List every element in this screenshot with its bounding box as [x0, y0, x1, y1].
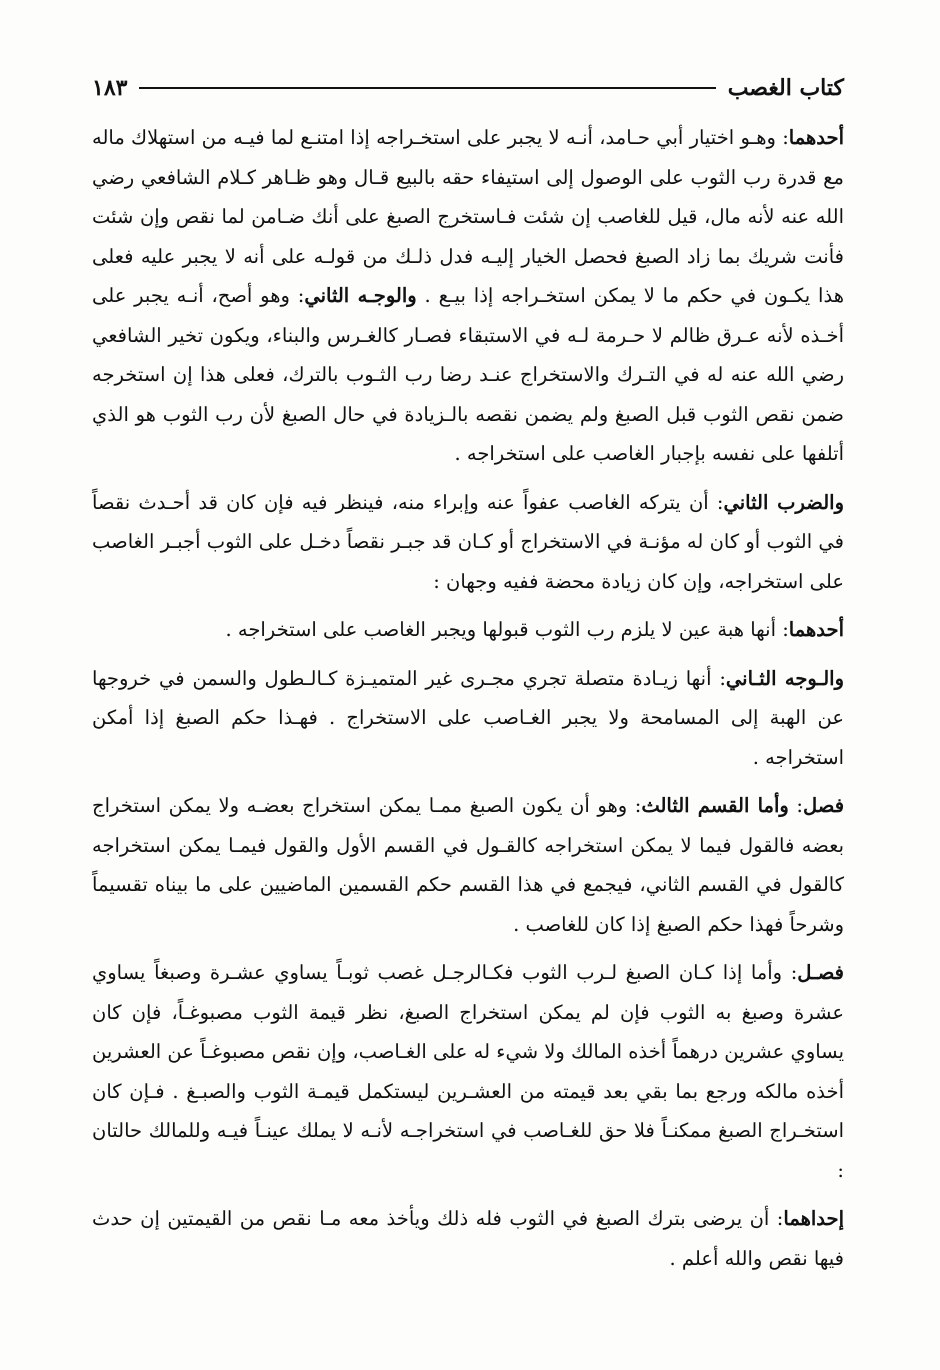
paragraph-5	[92, 786, 844, 944]
paragraph-text: : أن يتركه الغاصب عفواً عنه وإبراء منه، فينظر فيه فإن كان قد أحـدث نقصاً في الثوب أو كان له مؤنـة في الاستخراج أو كـان قد جبـر نقصاً دخـل على الثوب أجبـر الغاصب على استخراجه، وإن كان زيادة محضة ففيه وجهان :	[92, 490, 844, 593]
paragraph-lead: والوجـه الثاني	[304, 284, 417, 307]
paragraph-text: : وأما إذا كـان الصبغ لـرب الثوب فكـالرجـل غصب ثوبـاً يساوي عشـرة وصبغاً يساوي عشرة وصبغ به الثوب فإن لم يمكن استخراج الصبغ، نظر قيمة الثوب مصبوغـاً، فإن كان يساوي عشرين درهماً أخذه المالك ولا شيء له على الغـاصب، وإن نقص مصبوغـاً عن العشرين أخذه مالكه ورجع بما بقي بعد قيمته من العشـرين ليستكمل قيمـة الثوب والصبـغ . فـإن كان استخـراج الصبغ ممكنـاً فلا حق للغـاصب في استخراجـه لأنـه لا يملك عينـاً فيـه وللمالك حالتان :	[92, 961, 844, 1182]
paragraph-7	[92, 1199, 844, 1278]
paragraph-text: : وهـو اختيار أبي حـامد، أنـه لا يجبر على استخـراجه إذا امتنـع لما فيـه من استهلاك ماله مع قدرة رب الثوب على الوصول إلى استيفاء حقه بالبيع قـال وهو ظـاهر كـلام الشافعي رضي الله عنه لأنه مال، قيل للغاصب إن شئت فـاستخرج الصبغ على أنك ضـامن لما نقص وإن شئت فأنت شريك بما زاد الصبغ فحصل الخيار إليـه فدل ذلـك من قولـه على أنه لا يجبر عليه فعلى هذا يكـون في حكم ما لا يمكن استخـراجه إذا بيـع .	[92, 126, 844, 307]
paragraph-6	[92, 953, 844, 1190]
paragraph-lead: وأما القسم الثالث	[641, 794, 789, 817]
paragraph-text: : أنها زيـادة متصلة تجري مجـرى غير المتميـزة كـالـطول والسمن في خروجها عن الهبة إلى المسامحة ولا يجبر الغـاصب على الاستخراج . فهـذا حكم الصبغ إذا أمكن استخراجه .	[92, 666, 844, 769]
paragraph-lead: والـوجه الثـاني	[725, 666, 844, 690]
paragraph-lead: أحدهما	[788, 618, 844, 641]
chapter-title: كتاب الغصب	[727, 75, 844, 101]
paragraph-1	[92, 118, 844, 474]
paragraph-lead: فصـل	[797, 961, 844, 984]
paragraph-lead: والضرب الثاني	[723, 490, 844, 514]
paragraph-lead: أحدهما	[788, 126, 844, 149]
paragraph-text: :	[788, 794, 804, 817]
paragraph-text: : أن يرضى بترك الصبغ في الثوب فله ذلك ويأخذ معه مـا نقص من القيمتين إن حدث فيها نقص والله أعلم .	[92, 1207, 844, 1270]
paragraph-text: : وهو أن يكون الصبغ ممـا يمكن استخراج بعضـه ولا يمكن استخراج بعضه فالقول فيما لا يمكن استخراجه كالقـول في القسم الأول والقول فيمـا يمكن استخراجه كالقول في القسم الثاني، فيجمع في هذا القسم حكم القسمين الماضيين على ما بيناه تقسيماً وشرحاً فهذا حكم الصبغ إذا كان للغاصب .	[92, 794, 844, 936]
paragraph-lead: فصل	[803, 794, 845, 817]
paragraph-lead: إحداهما	[783, 1207, 844, 1230]
paragraph-2	[92, 483, 844, 602]
paragraph-text: : وهو أصح، أنـه يجبر على أخـذه لأنه عـرق ظالم لا حـرمة لـه في الاستبقاء فصـار كالغـرس والبناء، ويكون تخير الشافعي رضي الله عنه له في التـرك والاستخراج عنـد رضا رب الثـوب بالترك، فعلى هذا إن استخرجه ضمن نقص الثوب قبل الصبغ ولم يضمن نقصه بالـزيادة في حال الصبغ لأن رب الثوب هو الذي أتلفها على نفسه بإجبار الغاصب على استخراجه .	[92, 284, 844, 465]
paragraph-4	[92, 659, 844, 778]
header-rule	[139, 87, 715, 89]
page-number: ١٨٣	[92, 75, 128, 101]
paragraph-3	[92, 610, 844, 650]
running-header	[92, 70, 844, 106]
paragraph-text: : أنها هبة عين لا يلزم رب الثوب قبولها ويجبر الغاصب على استخراجه .	[225, 618, 789, 641]
page-body	[92, 118, 844, 1287]
